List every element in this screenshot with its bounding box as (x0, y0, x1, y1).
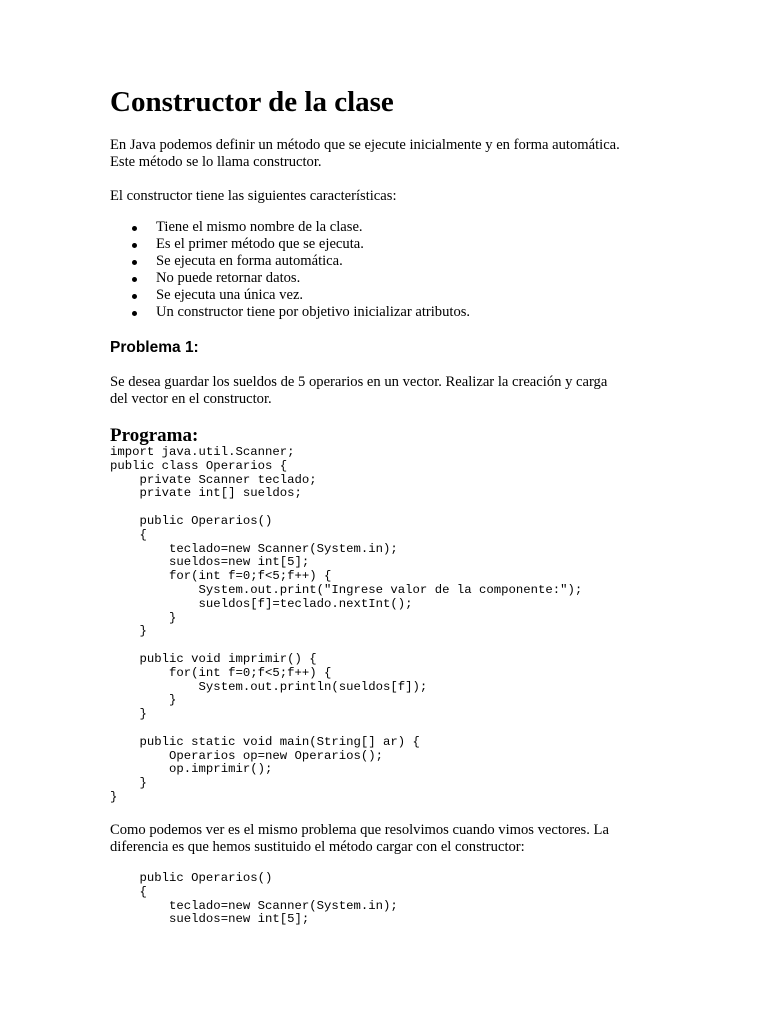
code-line: private int[] sueldos; (110, 486, 302, 501)
code-line: } (110, 789, 118, 804)
list-item: Un constructor tiene por objetivo inicializar atributos. (110, 304, 470, 321)
list-item: Tiene el mismo nombre de la clase. (110, 219, 470, 236)
intro-line: En Java podemos definir un método que se ejecute inicialmente y en forma automática. (110, 137, 620, 153)
explanation-line: diferencia es que hemos sustituido el método cargar con el constructor: (110, 839, 525, 855)
code-line: public Operarios() (110, 871, 273, 885)
problem-line: del vector en el constructor. (110, 391, 272, 407)
code-line: op.imprimir(); (110, 762, 273, 777)
code-line: import java.util.Scanner; (110, 445, 295, 459)
code-line: } (110, 624, 147, 639)
code-line: } (110, 610, 177, 625)
list-item: No puede retornar datos. (110, 270, 470, 287)
code-block (110, 446, 582, 805)
code-line: System.out.println(sueldos[f]); (110, 679, 428, 694)
intro-line: Este método se lo llama constructor. (110, 154, 322, 170)
list-item: Es el primer método que se ejecuta. (110, 236, 470, 253)
code-line: teclado=new Scanner(System.in); (110, 541, 398, 556)
code-line: } (110, 776, 147, 791)
program-heading: Programa: (110, 425, 199, 446)
code-line: sueldos=new int[5]; (110, 555, 310, 570)
explanation-paragraph (110, 822, 609, 856)
code-line: System.out.print("Ingrese valor de la componente:"); (110, 582, 583, 597)
code-line: sueldos=new int[5]; (110, 912, 310, 927)
code-line (110, 501, 582, 515)
intro-paragraph (110, 137, 620, 171)
code-line: { (110, 884, 147, 899)
explanation-line: Como podemos ver es el mismo problema que resolvimos cuando vimos vectores. La (110, 822, 609, 838)
code-line: public void imprimir() { (110, 651, 317, 666)
code-line: } (110, 707, 147, 722)
code-line: } (110, 693, 177, 708)
page-title: Constructor de la clase (110, 86, 394, 118)
code-line: for(int f=0;f<5;f++) { (110, 665, 332, 680)
code-line: private Scanner teclado; (110, 472, 317, 487)
code-line: public static void main(String[] ar) { (110, 734, 420, 749)
problem-paragraph (110, 374, 607, 408)
problem-line: Se desea guardar los sueldos de 5 operarios en un vector. Realizar la creación y carga (110, 374, 608, 390)
features-intro: El constructor tiene las siguientes características: (110, 188, 397, 204)
problem-heading: Problema 1: (110, 339, 199, 356)
code-line: sueldos[f]=teclado.nextInt(); (110, 596, 413, 611)
code-line: { (110, 527, 147, 542)
list-item: Se ejecuta en forma automática. (110, 253, 470, 270)
code-snippet (110, 872, 398, 927)
code-line (110, 639, 582, 653)
code-line: for(int f=0;f<5;f++) { (110, 569, 332, 584)
code-line: Operarios op=new Operarios(); (110, 748, 384, 763)
code-line: public Operarios() (110, 513, 273, 528)
list-item: Se ejecuta una única vez. (110, 287, 470, 304)
code-line: public class Operarios { (110, 458, 288, 473)
code-line (110, 722, 582, 736)
features-list (110, 219, 470, 321)
code-line: teclado=new Scanner(System.in); (110, 898, 398, 913)
